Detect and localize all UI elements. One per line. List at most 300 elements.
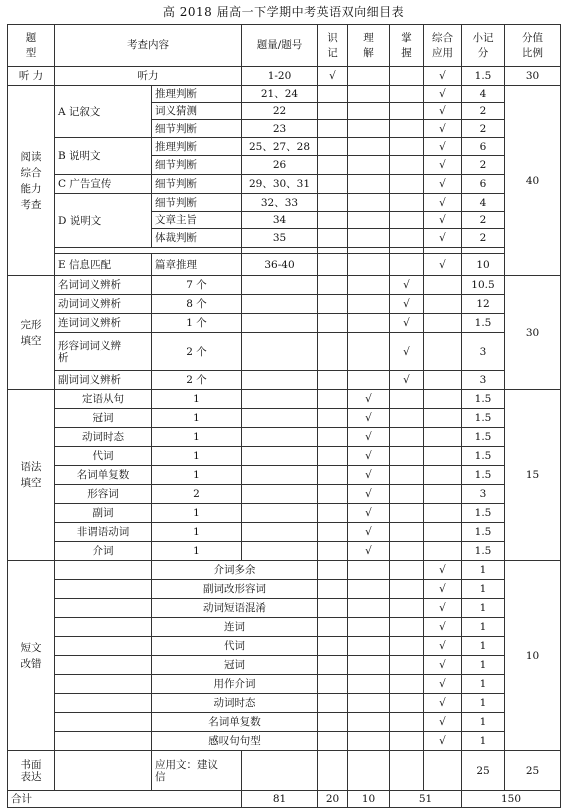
reading-type <box>8 86 55 276</box>
empty-cell <box>242 428 318 447</box>
grammar-row <box>8 542 561 561</box>
reading-skill: 体裁判断 <box>152 229 242 248</box>
cloze-count: 1 个 <box>152 314 242 333</box>
empty-cell <box>348 561 390 580</box>
empty-cell <box>390 599 424 618</box>
header-type-line: 题 <box>25 31 37 44</box>
check-mark: √ <box>390 276 424 295</box>
table-body <box>8 25 561 808</box>
reading-sub: 2 <box>462 103 505 120</box>
empty-cell <box>318 276 348 295</box>
reading-total: 40 <box>505 86 561 276</box>
cloze-row <box>8 295 561 314</box>
reading-count: 26 <box>242 156 318 175</box>
listening-total: 30 <box>505 67 561 86</box>
writing-content-line: 应用文：建议 <box>155 758 218 771</box>
empty-cell <box>348 675 390 694</box>
reading-sub: 6 <box>462 175 505 194</box>
empty-cell <box>390 523 424 542</box>
cloze-content: 副词词义辨析 <box>55 371 152 390</box>
listening-type: 听 力 <box>8 67 55 86</box>
empty-cell <box>390 138 424 156</box>
correction-row <box>8 580 561 599</box>
empty-cell <box>242 314 318 333</box>
empty-cell <box>390 67 424 86</box>
listening-row <box>8 67 561 86</box>
header-c2-line: 解 <box>363 46 374 59</box>
empty-cell <box>318 599 348 618</box>
grammar-sub: 1.5 <box>462 447 505 466</box>
empty-cell <box>318 314 348 333</box>
correction-sub: 1 <box>462 713 505 732</box>
cloze-row <box>8 333 561 371</box>
empty-cell <box>348 694 390 713</box>
empty-cell <box>390 580 424 599</box>
listening-content: 听力 <box>55 67 242 86</box>
empty-cell <box>390 86 424 103</box>
empty-cell <box>424 485 462 504</box>
header-c4-line: 综合 <box>432 31 453 44</box>
empty-cell <box>348 67 390 86</box>
check-mark: √ <box>424 561 462 580</box>
reading-type-line: 考查 <box>20 198 42 211</box>
check-mark: √ <box>424 120 462 138</box>
header-sub-line: 小记 <box>472 31 494 44</box>
empty-cell <box>348 295 390 314</box>
empty-cell <box>390 713 424 732</box>
check-mark: √ <box>348 447 390 466</box>
empty-cell <box>55 675 152 694</box>
empty-cell <box>390 656 424 675</box>
empty-cell <box>390 694 424 713</box>
correction-sub: 1 <box>462 732 505 751</box>
reading-skill: 细节判断 <box>152 156 242 175</box>
empty-cell <box>348 314 390 333</box>
cloze-count: 8 个 <box>152 295 242 314</box>
grammar-sub: 1.5 <box>462 523 505 542</box>
totals-c3: 51 <box>390 791 462 808</box>
empty-cell <box>55 732 152 751</box>
grammar-count: 1 <box>152 466 242 485</box>
empty-cell <box>318 656 348 675</box>
empty-cell <box>424 466 462 485</box>
empty-cell <box>424 390 462 409</box>
cloze-content-line: 形容词词义辨 <box>58 339 121 352</box>
cloze-sub: 10.5 <box>462 276 505 295</box>
correction-content: 动词短语混淆 <box>152 599 318 618</box>
empty-cell <box>424 276 462 295</box>
empty-cell <box>390 447 424 466</box>
grammar-count: 1 <box>152 409 242 428</box>
check-mark: √ <box>348 523 390 542</box>
reading-skill: 推理判断 <box>152 86 242 103</box>
check-mark: √ <box>424 580 462 599</box>
empty-cell <box>318 120 348 138</box>
header-type-line: 型 <box>25 46 37 59</box>
correction-row <box>8 656 561 675</box>
empty-cell <box>55 656 152 675</box>
empty-cell <box>348 656 390 675</box>
check-mark: √ <box>424 229 462 248</box>
page-title: 高 2018 届高一下学期中考英语双向细目表 <box>162 5 405 19</box>
reading-skill: 词义猜测 <box>152 103 242 120</box>
table-header-row <box>8 25 561 67</box>
cloze-row <box>8 276 561 295</box>
empty-cell <box>318 618 348 637</box>
grammar-sub: 1.5 <box>462 504 505 523</box>
empty-cell <box>55 580 152 599</box>
correction-row <box>8 713 561 732</box>
reading-type-line: 能力 <box>20 182 42 195</box>
check-mark: √ <box>390 295 424 314</box>
grammar-row <box>8 485 561 504</box>
empty-cell <box>348 194 390 212</box>
empty-cell <box>55 618 152 637</box>
empty-cell <box>348 120 390 138</box>
header-c3-line: 掌 <box>401 31 412 44</box>
empty-cell <box>348 212 390 229</box>
header-c1 <box>318 25 348 67</box>
grammar-sub: 1.5 <box>462 428 505 447</box>
reading-row <box>8 86 561 103</box>
check-mark: √ <box>348 409 390 428</box>
grammar-content: 动词时态 <box>55 428 152 447</box>
empty-cell <box>318 156 348 175</box>
empty-cell <box>55 751 152 791</box>
cloze-count: 2 个 <box>152 371 242 390</box>
grammar-content: 介词 <box>55 542 152 561</box>
correction-content: 感叹句句型 <box>152 732 318 751</box>
check-mark: √ <box>318 67 348 86</box>
empty-cell <box>242 466 318 485</box>
empty-cell <box>242 276 318 295</box>
empty-cell <box>348 175 390 194</box>
writing-content <box>152 751 242 791</box>
cloze-sub: 12 <box>462 295 505 314</box>
reading-group-name: C 广告宣传 <box>55 175 152 194</box>
reading-row <box>8 138 561 156</box>
check-mark: √ <box>348 542 390 561</box>
totals-c2: 10 <box>348 791 390 808</box>
writing-total: 25 <box>505 751 561 791</box>
grammar-sub: 1.5 <box>462 390 505 409</box>
cloze-content: 名词词义辨析 <box>55 276 152 295</box>
empty-cell <box>318 428 348 447</box>
empty-cell <box>318 194 348 212</box>
header-c1-line: 记 <box>327 46 338 59</box>
grammar-content: 名词单复数 <box>55 466 152 485</box>
cloze-content: 连词词义辨析 <box>55 314 152 333</box>
empty-cell <box>242 447 318 466</box>
empty-cell <box>424 333 462 371</box>
correction-content: 副词改形容词 <box>152 580 318 599</box>
empty-cell <box>348 333 390 371</box>
empty-cell <box>55 694 152 713</box>
check-mark: √ <box>424 675 462 694</box>
grammar-row <box>8 504 561 523</box>
writing-row <box>8 751 561 791</box>
empty-cell <box>348 86 390 103</box>
grammar-row <box>8 447 561 466</box>
check-mark: √ <box>390 333 424 371</box>
empty-cell <box>348 732 390 751</box>
grammar-count: 1 <box>152 447 242 466</box>
check-mark: √ <box>424 732 462 751</box>
check-mark: √ <box>424 637 462 656</box>
empty-cell <box>318 694 348 713</box>
empty-cell <box>318 212 348 229</box>
grammar-content: 非谓语动词 <box>55 523 152 542</box>
empty-cell <box>424 295 462 314</box>
check-mark: √ <box>424 138 462 156</box>
empty-cell <box>348 618 390 637</box>
grammar-row <box>8 428 561 447</box>
correction-type-line: 改错 <box>20 657 42 670</box>
empty-cell <box>424 314 462 333</box>
empty-cell <box>318 86 348 103</box>
empty-cell <box>390 175 424 194</box>
writing-type-line: 书面 <box>20 758 42 771</box>
empty-cell <box>390 120 424 138</box>
empty-cell <box>242 542 318 561</box>
empty-cell <box>348 229 390 248</box>
empty-cell <box>424 371 462 390</box>
empty-cell <box>318 175 348 194</box>
empty-cell <box>318 254 348 276</box>
empty-cell <box>242 485 318 504</box>
empty-cell <box>424 428 462 447</box>
empty-cell <box>55 637 152 656</box>
empty-cell <box>318 229 348 248</box>
empty-cell <box>318 466 348 485</box>
correction-content: 冠词 <box>152 656 318 675</box>
empty-cell <box>55 713 152 732</box>
correction-row <box>8 732 561 751</box>
empty-cell <box>348 254 390 276</box>
listening-count: 1-20 <box>242 67 318 86</box>
empty-cell <box>390 409 424 428</box>
reading-type-line: 阅读 <box>20 150 42 163</box>
empty-cell <box>348 580 390 599</box>
empty-cell <box>390 504 424 523</box>
empty-cell <box>318 675 348 694</box>
empty-cell <box>242 409 318 428</box>
correction-content: 代词 <box>152 637 318 656</box>
grammar-count: 2 <box>152 485 242 504</box>
empty-cell <box>390 254 424 276</box>
grammar-type <box>8 390 55 561</box>
totals-count: 81 <box>242 791 318 808</box>
empty-cell <box>390 466 424 485</box>
cloze-type-line: 完形 <box>20 318 42 331</box>
listening-sub: 1.5 <box>462 67 505 86</box>
check-mark: √ <box>424 103 462 120</box>
empty-cell <box>424 542 462 561</box>
header-c3-line: 握 <box>401 46 412 59</box>
correction-row <box>8 694 561 713</box>
reading-skill: 细节判断 <box>152 120 242 138</box>
reading-row <box>8 175 561 194</box>
header-c2-line: 理 <box>363 31 374 44</box>
empty-cell <box>242 333 318 371</box>
empty-cell <box>390 103 424 120</box>
empty-cell <box>348 713 390 732</box>
empty-cell <box>242 751 318 791</box>
grammar-count: 1 <box>152 390 242 409</box>
reading-count: 36-40 <box>242 254 318 276</box>
empty-cell <box>348 599 390 618</box>
cloze-content-line: 析 <box>58 351 69 364</box>
grammar-content: 副词 <box>55 504 152 523</box>
empty-cell <box>424 409 462 428</box>
empty-cell <box>424 523 462 542</box>
header-c4 <box>424 25 462 67</box>
header-count: 题量/题号 <box>242 25 318 67</box>
correction-content: 用作介词 <box>152 675 318 694</box>
cloze-row <box>8 314 561 333</box>
empty-cell <box>318 504 348 523</box>
totals-row <box>8 791 561 808</box>
reading-skill: 篇章推理 <box>152 254 242 276</box>
empty-cell <box>424 504 462 523</box>
cloze-sub: 3 <box>462 333 505 371</box>
empty-cell <box>348 371 390 390</box>
reading-group-name: A 记叙文 <box>55 86 152 138</box>
reading-sub: 2 <box>462 229 505 248</box>
grammar-row <box>8 409 561 428</box>
reading-skill: 文章主旨 <box>152 212 242 229</box>
reading-skill: 推理判断 <box>152 138 242 156</box>
header-type <box>8 25 55 67</box>
check-mark: √ <box>424 194 462 212</box>
spec-table <box>7 24 561 808</box>
cloze-total: 30 <box>505 276 561 390</box>
empty-cell <box>348 751 390 791</box>
empty-cell <box>318 542 348 561</box>
empty-cell <box>390 618 424 637</box>
check-mark: √ <box>348 390 390 409</box>
cloze-row <box>8 371 561 390</box>
empty-cell <box>390 542 424 561</box>
empty-cell <box>348 103 390 120</box>
grammar-type-line: 填空 <box>20 477 42 489</box>
correction-sub: 1 <box>462 599 505 618</box>
empty-cell <box>318 409 348 428</box>
header-sub-line: 分 <box>477 46 489 59</box>
correction-total: 10 <box>505 561 561 751</box>
empty-cell <box>348 276 390 295</box>
grammar-sub: 3 <box>462 485 505 504</box>
correction-row <box>8 675 561 694</box>
empty-cell <box>318 295 348 314</box>
reading-skill: 细节判断 <box>152 194 242 212</box>
grammar-count: 1 <box>152 542 242 561</box>
empty-cell <box>242 371 318 390</box>
empty-cell <box>242 523 318 542</box>
correction-content: 名词单复数 <box>152 713 318 732</box>
empty-cell <box>390 156 424 175</box>
empty-cell <box>318 580 348 599</box>
empty-cell <box>390 675 424 694</box>
check-mark: √ <box>424 599 462 618</box>
reading-count: 32、33 <box>242 194 318 212</box>
check-mark: √ <box>424 713 462 732</box>
cloze-content <box>55 333 152 371</box>
empty-cell <box>348 637 390 656</box>
correction-sub: 1 <box>462 561 505 580</box>
check-mark: √ <box>348 504 390 523</box>
empty-cell <box>242 295 318 314</box>
empty-cell <box>318 485 348 504</box>
header-c4-line: 应用 <box>432 46 453 59</box>
grammar-type-line: 语法 <box>20 461 42 473</box>
empty-cell <box>348 138 390 156</box>
reading-sub: 4 <box>462 194 505 212</box>
check-mark: √ <box>348 428 390 447</box>
grammar-content: 冠词 <box>55 409 152 428</box>
check-mark: √ <box>424 212 462 229</box>
correction-content: 介词多余 <box>152 561 318 580</box>
empty-cell <box>390 561 424 580</box>
reading-count: 29、30、31 <box>242 175 318 194</box>
correction-sub: 1 <box>462 675 505 694</box>
empty-cell <box>318 523 348 542</box>
empty-cell <box>390 212 424 229</box>
header-total-line: 比例 <box>522 46 543 59</box>
grammar-content: 定语从句 <box>55 390 152 409</box>
empty-cell <box>424 751 462 791</box>
check-mark: √ <box>348 485 390 504</box>
check-mark: √ <box>390 371 424 390</box>
grammar-total: 15 <box>505 390 561 561</box>
reading-count: 22 <box>242 103 318 120</box>
check-mark: √ <box>390 314 424 333</box>
reading-sub: 2 <box>462 156 505 175</box>
header-c3 <box>390 25 424 67</box>
cloze-type <box>8 276 55 390</box>
empty-cell <box>390 390 424 409</box>
empty-cell <box>390 732 424 751</box>
reading-count: 34 <box>242 212 318 229</box>
writing-type-line: 表达 <box>20 770 42 783</box>
cloze-count: 7 个 <box>152 276 242 295</box>
header-c1-line: 识 <box>327 31 338 44</box>
empty-cell <box>318 333 348 371</box>
grammar-content: 代词 <box>55 447 152 466</box>
check-mark: √ <box>424 175 462 194</box>
header-total <box>505 25 561 67</box>
check-mark: √ <box>424 618 462 637</box>
check-mark: √ <box>424 254 462 276</box>
empty-cell <box>55 599 152 618</box>
empty-cell <box>318 637 348 656</box>
cloze-content: 动词词义辨析 <box>55 295 152 314</box>
correction-type-line: 短文 <box>20 641 42 654</box>
header-c2 <box>348 25 390 67</box>
header-content: 考查内容 <box>55 25 242 67</box>
empty-cell <box>318 447 348 466</box>
grammar-count: 1 <box>152 523 242 542</box>
reading-type-line: 综合 <box>20 166 42 179</box>
check-mark: √ <box>424 656 462 675</box>
empty-cell <box>390 428 424 447</box>
reading-group-name: B 说明文 <box>55 138 152 175</box>
grammar-count: 1 <box>152 504 242 523</box>
grammar-sub: 1.5 <box>462 542 505 561</box>
empty-cell <box>242 390 318 409</box>
correction-type <box>8 561 55 751</box>
reading-count: 35 <box>242 229 318 248</box>
